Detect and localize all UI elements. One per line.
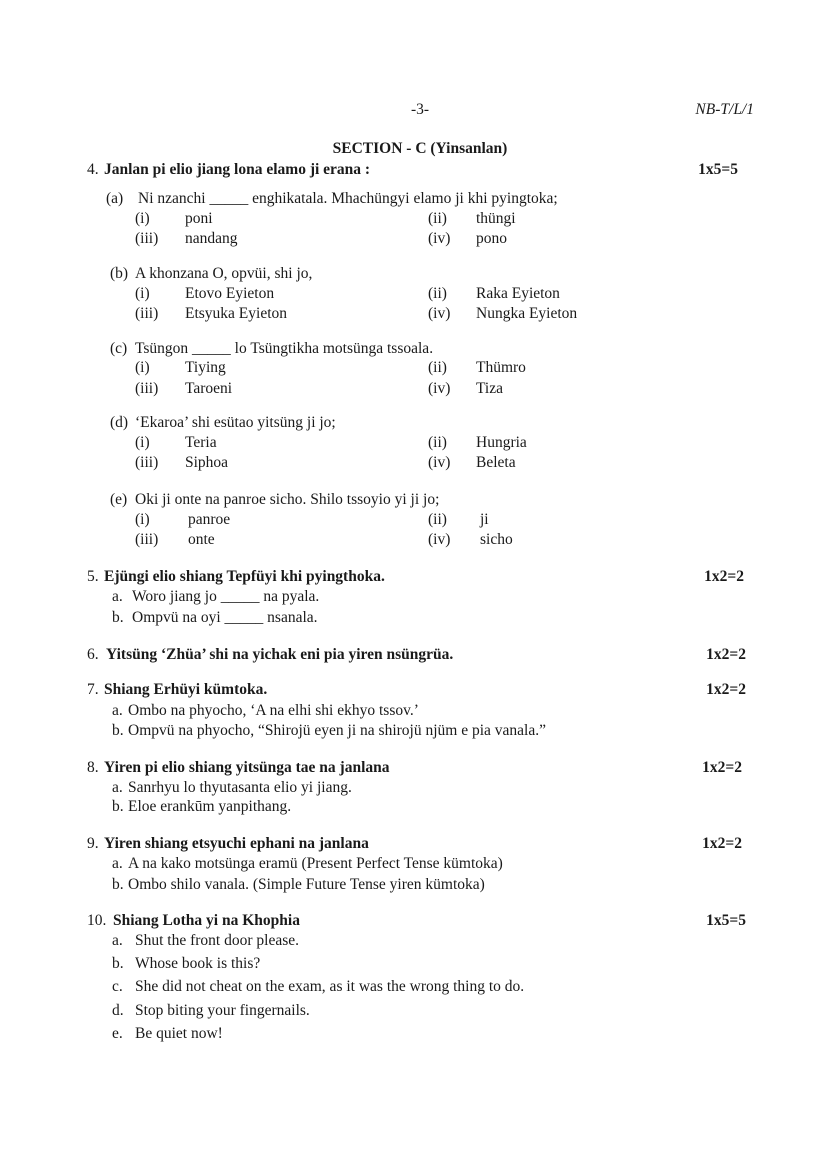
list-item-text: She did not cheat on the exam, as it was the wrong thing to do.	[135, 978, 525, 995]
list-item-text: Eloe erankūm yanpithang.	[128, 798, 292, 815]
option-text: Hungria	[476, 434, 527, 451]
question-4-title: Janlan pi elio jiang lona elamo ji erana :	[104, 161, 371, 178]
list-item-text: Be quiet now!	[135, 1025, 223, 1042]
option-number: (iii)	[135, 531, 159, 548]
list-item-label: b.	[112, 876, 124, 893]
option-number: (i)	[135, 210, 150, 227]
option-text: Etsyuka Eyieton	[185, 305, 288, 322]
option-text: Thümro	[476, 359, 526, 376]
option-text: nandang	[185, 230, 238, 247]
list-item-label: a.	[112, 702, 123, 719]
page-number: -3-	[410, 101, 430, 118]
question-7-number: 7.	[87, 681, 99, 698]
q4-item-b-label: (b)	[110, 265, 129, 282]
question-8-marks: 1x2=2	[702, 759, 742, 776]
question-7-title: Shiang Erhüyi kümtoka.	[104, 681, 268, 698]
question-5-number: 5.	[87, 568, 99, 585]
option-number: (i)	[135, 285, 150, 302]
question-4-marks: 1x5=5	[698, 161, 738, 178]
option-text: Tiza	[476, 380, 503, 397]
list-item-label: c.	[112, 978, 123, 995]
list-item-text: Ombo shilo vanala. (Simple Future Tense yiren kümtoka)	[128, 876, 485, 893]
q4-item-e-label: (e)	[110, 491, 128, 508]
section-title: SECTION - C (Yinsanlan)	[332, 140, 508, 157]
list-item-text: Ompvü na phyocho, “Shirojü eyen ji na shirojü njüm e pia vanala.”	[128, 722, 546, 739]
list-item-text: Ompvü na oyi _____ nsanala.	[132, 609, 318, 626]
list-item-label: e.	[112, 1025, 123, 1042]
list-item-text: Stop biting your fingernails.	[135, 1002, 310, 1019]
question-10-number: 10.	[87, 912, 107, 929]
list-item-text: Ombo na phyocho, ‘A na elhi shi ekhyo tssov.’	[128, 702, 419, 719]
question-5-marks: 1x2=2	[704, 568, 744, 585]
option-text: Beleta	[476, 454, 516, 471]
option-number: (iv)	[428, 531, 451, 548]
option-text: Teria	[185, 434, 217, 451]
option-text: thüngi	[476, 210, 516, 227]
option-text: Tiying	[185, 359, 226, 376]
option-number: (ii)	[428, 511, 447, 528]
q4-item-c-text: Tsüngon _____ lo Tsüngtikha motsünga tssoala.	[135, 340, 434, 357]
option-number: (iv)	[428, 454, 451, 471]
option-number: (iii)	[135, 230, 159, 247]
list-item-text: Shut the front door please.	[135, 932, 300, 949]
list-item-label: b.	[112, 722, 124, 739]
option-text: Siphoa	[185, 454, 229, 471]
list-item-label: a.	[112, 855, 123, 872]
question-8-number: 8.	[87, 759, 99, 776]
option-number: (i)	[135, 511, 150, 528]
q4-item-c-label: (c)	[110, 340, 128, 357]
option-number: (iii)	[135, 305, 159, 322]
q4-item-e-text: Oki ji onte na panroe sicho. Shilo tssoyio yi ji jo;	[135, 491, 440, 508]
option-number: (ii)	[428, 285, 447, 302]
list-item-label: d.	[112, 1002, 124, 1019]
list-item-text: Whose book is this?	[135, 955, 261, 972]
question-9-title: Yiren shiang etsyuchi ephani na janlana	[104, 835, 369, 852]
option-text: pono	[476, 230, 507, 247]
q4-item-a-label: (a)	[106, 190, 124, 207]
list-item-label: a.	[112, 588, 123, 605]
option-text: ji	[480, 511, 489, 528]
question-6-marks: 1x2=2	[706, 646, 746, 663]
q4-item-b-text: A khonzana O, opvüi, shi jo,	[135, 265, 313, 282]
option-text: Nungka Eyieton	[476, 305, 578, 322]
option-text: Etovo Eyieton	[185, 285, 275, 302]
list-item-text: A na kako motsünga eramü (Present Perfect Tense kümtoka)	[128, 855, 503, 872]
option-number: (iv)	[428, 305, 451, 322]
option-number: (i)	[135, 359, 150, 376]
list-item-label: a.	[112, 932, 123, 949]
option-text: poni	[185, 210, 213, 227]
option-number: (i)	[135, 434, 150, 451]
question-5-title: Ejüngi elio shiang Tepfüyi khi pyingthoka.	[104, 568, 385, 585]
option-number: (iii)	[135, 380, 159, 397]
question-6-title: Yitsüng ‘Zhüa’ shi na yichak eni pia yiren nsüngrüa.	[106, 646, 454, 663]
question-6-number: 6.	[87, 646, 99, 663]
question-8-title: Yiren pi elio shiang yitsünga tae na janlana	[104, 759, 390, 776]
question-9-number: 9.	[87, 835, 99, 852]
option-text: onte	[188, 531, 215, 548]
q4-item-a-text: Ni nzanchi _____ enghikatala. Mhachüngyi elamo ji khi pyingtoka;	[138, 190, 558, 207]
question-9-marks: 1x2=2	[702, 835, 742, 852]
question-4-number: 4.	[87, 161, 99, 178]
document-code: NB-T/L/1	[695, 101, 754, 118]
option-text: panroe	[188, 511, 231, 528]
option-number: (iii)	[135, 454, 159, 471]
list-item-text: Sanrhyu lo thyutasanta elio yi jiang.	[128, 779, 352, 796]
option-text: Taroeni	[185, 380, 233, 397]
list-item-label: b.	[112, 609, 124, 626]
option-text: Raka Eyieton	[476, 285, 560, 302]
question-10-title: Shiang Lotha yi na Khophia	[113, 912, 300, 929]
q4-item-d-text: ‘Ekaroa’ shi esütao yitsüng ji jo;	[135, 414, 336, 431]
option-number: (ii)	[428, 359, 447, 376]
question-10-marks: 1x5=5	[706, 912, 746, 929]
q4-item-d-label: (d)	[110, 414, 129, 431]
option-text: sicho	[480, 531, 513, 548]
list-item-label: b.	[112, 798, 124, 815]
option-number: (ii)	[428, 210, 447, 227]
list-item-label: b.	[112, 955, 124, 972]
list-item-label: a.	[112, 779, 123, 796]
question-7-marks: 1x2=2	[706, 681, 746, 698]
option-number: (iv)	[428, 230, 451, 247]
option-number: (ii)	[428, 434, 447, 451]
list-item-text: Woro jiang jo _____ na pyala.	[132, 588, 320, 605]
option-number: (iv)	[428, 380, 451, 397]
